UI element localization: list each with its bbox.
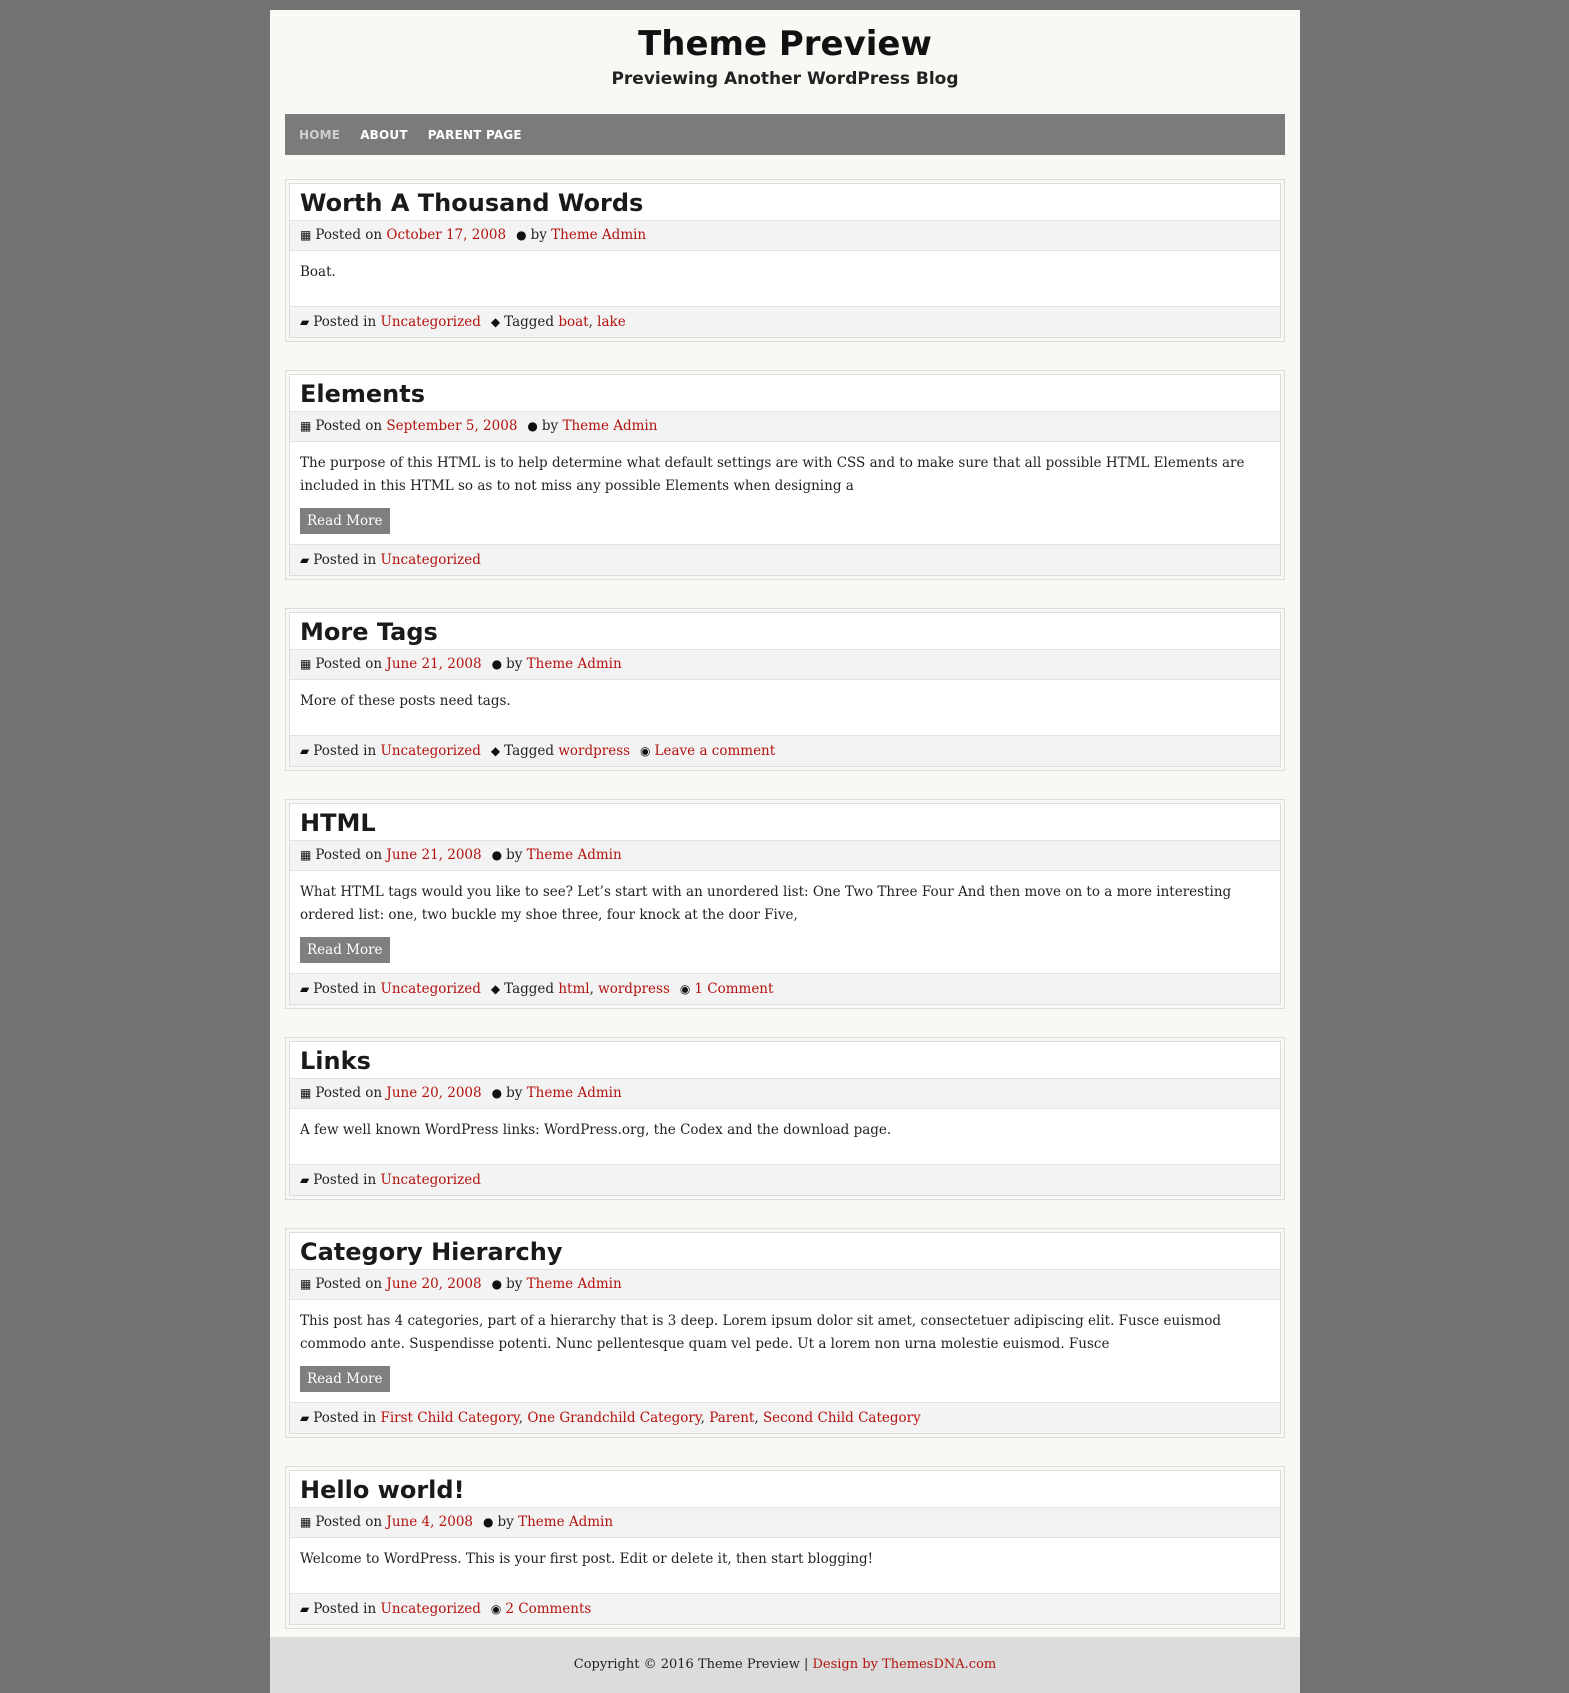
post-meta [290,1078,1280,1109]
by-label: by [506,847,523,863]
read-more-button[interactable]: Read More [300,937,390,963]
comments-link[interactable]: Leave a comment [654,743,776,759]
post-date-link[interactable]: October 17, 2008 [386,227,507,243]
excerpt-text: A few well known WordPress links: WordPress.org, the Codex and the download page. [300,1122,892,1138]
site-title[interactable]: Theme Preview [638,24,932,64]
post-title[interactable]: Worth A Thousand Words [300,189,644,217]
post-date-link[interactable]: June 20, 2008 [386,1276,482,1292]
nav-item-home[interactable]: HOME [299,127,341,142]
post-author-link[interactable]: Theme Admin [526,847,622,863]
excerpt-text: More of these posts need tags. [300,693,511,709]
post-excerpt [290,1538,1280,1593]
post-title[interactable]: Category Hierarchy [300,1238,563,1266]
nav-item-parent-page[interactable]: PARENT PAGE [427,127,522,142]
post-inner [289,1232,1281,1434]
post-card [285,1037,1285,1200]
tag-link[interactable]: html [558,981,590,997]
post-title[interactable]: Hello world! [300,1476,465,1504]
folder-open-icon: ▰ [300,1411,310,1425]
post-meta [290,220,1280,251]
calendar-icon: ▦ [300,419,312,433]
post-footer-meta [290,1593,1280,1624]
user-icon: ● [491,1277,503,1291]
comments-link[interactable]: 1 Comment [694,981,774,997]
post-inner [289,1470,1281,1625]
posted-on-label: Posted on [315,227,383,243]
category-link[interactable]: One Grandchild Category [527,1410,701,1426]
post-footer-meta [290,1164,1280,1195]
copyright-text: Copyright © 2016 Theme Preview | [573,1657,809,1672]
post-meta [290,649,1280,680]
post-meta [290,1269,1280,1300]
excerpt-text: Welcome to WordPress. This is your first post. Edit or delete it, then start blogging! [300,1551,874,1567]
by-label: by [506,656,523,672]
post-footer-meta: ▰ Posted in Uncategorized ◆ Tagged boat, lake [290,306,1280,337]
post-date-link[interactable]: June 20, 2008 [386,1085,482,1101]
posted-in-label: Posted in [313,1410,377,1426]
folder-open-icon: ▰ [300,744,310,758]
tag-link[interactable]: wordpress [598,981,670,997]
posted-on-label: Posted on [315,418,383,434]
post-card [285,179,1285,342]
read-more-button[interactable]: Read More [300,1366,390,1392]
category-link[interactable]: Parent [709,1410,755,1426]
post-meta [290,1507,1280,1538]
category-link[interactable]: Uncategorized [380,1601,481,1617]
post-date-link[interactable]: June 4, 2008 [386,1514,474,1530]
folder-open-icon: ▰ [300,1602,310,1616]
user-icon: ● [491,657,503,671]
post-author-link[interactable]: Theme Admin [526,656,622,672]
tag-link[interactable]: wordpress [558,743,631,759]
comments-icon: ◉ [640,744,651,758]
post-author-link[interactable]: Theme Admin [526,1085,622,1101]
tag-link[interactable]: lake [597,314,626,330]
post-footer-meta [290,735,1280,766]
post-date-link[interactable]: June 21, 2008 [386,656,482,672]
category-link[interactable]: Uncategorized [380,743,481,759]
post-title[interactable]: More Tags [300,618,438,646]
posted-on-label: Posted on [315,1085,383,1101]
post-excerpt [290,680,1280,735]
by-label: by [497,1514,514,1530]
post-meta [290,411,1280,442]
user-icon: ● [491,848,503,862]
post-footer-meta [290,544,1280,575]
page-container [270,10,1300,1693]
post-inner [289,803,1281,1005]
post-inner [289,612,1281,767]
tags-icon: ◆ [490,982,501,996]
post-excerpt [290,442,1280,544]
post-author-link[interactable]: Theme Admin [551,227,647,243]
post-inner [289,1041,1281,1196]
folder-open-icon: ▰ [300,982,310,996]
tagged-label: Tagged [504,314,555,330]
posted-on-label: Posted on [315,656,383,672]
posted-on-label: Posted on [315,1514,383,1530]
post-date-link[interactable]: June 21, 2008 [386,847,482,863]
site-footer [270,1637,1300,1693]
category-link[interactable]: Uncategorized [380,552,481,568]
post-meta [290,840,1280,871]
user-icon: ● [527,419,538,433]
calendar-icon: ▦ [300,1515,312,1529]
read-more-button[interactable]: Read More [300,508,390,534]
category-link[interactable]: First Child Category [380,1410,519,1426]
tags-icon: ◆ [490,744,501,758]
post-author-link[interactable]: Theme Admin [562,418,658,434]
post-excerpt [290,251,1280,306]
site-description: Previewing Another WordPress Blog [611,69,959,89]
post-card [285,1466,1285,1629]
user-icon: ● [491,1086,503,1100]
calendar-icon: ▦ [300,1277,312,1291]
post-card [285,1228,1285,1438]
tagged-label: Tagged [504,743,555,759]
excerpt-text: This post has 4 categories, part of a hierarchy that is 3 deep. Lorem ipsum dolor sit amet, consectetuer adipiscing elit. Fusce euismod commodo ante. Suspendisse potenti. Nunc pellentesque quam vel pede. Ut a lorem non urna molestie euismod. Fusce [300,1313,1222,1352]
calendar-icon: ▦ [300,657,312,671]
post-inner [289,183,1281,338]
post-card [285,370,1285,580]
comments-icon: ◉ [679,982,691,996]
post-excerpt [290,1300,1280,1402]
category-link[interactable]: Uncategorized [380,1172,481,1188]
tagged-label: Tagged [504,981,555,997]
post-excerpt [290,1109,1280,1164]
post-author-link[interactable]: Theme Admin [526,1276,622,1292]
excerpt-text: The purpose of this HTML is to help determine what default settings are with CSS and to make sure that all possible HTML Elements are included in this HTML so as to not miss any possible Elements when designing a [300,455,1245,494]
post-list [285,179,1285,1657]
post-title[interactable]: Links [300,1047,371,1075]
calendar-icon: ▦ [300,228,312,242]
comments-icon: ◉ [490,1602,502,1616]
posted-in-label: Posted in [313,1601,377,1617]
excerpt-text: What HTML tags would you like to see? Let’s start with an unordered list: One Two Three Four And then move on to a more interesting ordered list: one, two buckle my shoe three, four knock at the door Five, [300,884,1232,923]
category-link[interactable]: Second Child Category [762,1410,921,1426]
post-card [285,799,1285,1009]
category-link[interactable]: Uncategorized [380,314,481,330]
posted-in-label: Posted in [313,1172,377,1188]
folder-open-icon: ▰ [300,315,310,329]
by-label: by [506,1276,523,1292]
post-excerpt [290,871,1280,973]
excerpt-text: Boat. [300,264,336,280]
nav-item-about[interactable]: ABOUT [360,127,408,142]
posted-in-label: Posted in [313,981,377,997]
by-label: by [530,227,547,243]
post-title[interactable]: Elements [300,380,426,408]
calendar-icon: ▦ [300,848,312,862]
post-footer-meta: ▰ Posted in First Child Category, One Grandchild Category, Parent, Second Child Category [290,1402,1280,1433]
post-date-link[interactable]: September 5, 2008 [386,418,518,434]
category-link[interactable]: Uncategorized [380,981,481,997]
by-label: by [541,418,559,434]
comments-link[interactable]: 2 Comments [505,1601,592,1617]
calendar-icon: ▦ [300,1086,312,1100]
posted-in-label: Posted in [313,552,377,568]
posted-in-label: Posted in [313,314,377,330]
posted-in-label: Posted in [313,743,377,759]
tags-icon: ◆ [490,315,501,329]
post-inner [289,374,1281,576]
posted-on-label: Posted on [315,1276,383,1292]
design-credit-link[interactable]: Design by ThemesDNA.com [812,1657,997,1672]
post-footer-meta: ▰ Posted in Uncategorized ◆ Tagged html, wordpress ◉ 1 Comment [290,973,1280,1004]
folder-open-icon: ▰ [300,553,310,567]
by-label: by [506,1085,523,1101]
post-title[interactable]: HTML [300,809,376,837]
user-icon: ● [516,228,527,242]
posted-on-label: Posted on [315,847,383,863]
post-card [285,608,1285,771]
tag-link[interactable]: boat [558,314,589,330]
post-author-link[interactable]: Theme Admin [518,1514,614,1530]
folder-open-icon: ▰ [300,1173,310,1187]
user-icon: ● [483,1515,494,1529]
main-navigation [285,114,1285,155]
site-header [270,10,1300,108]
